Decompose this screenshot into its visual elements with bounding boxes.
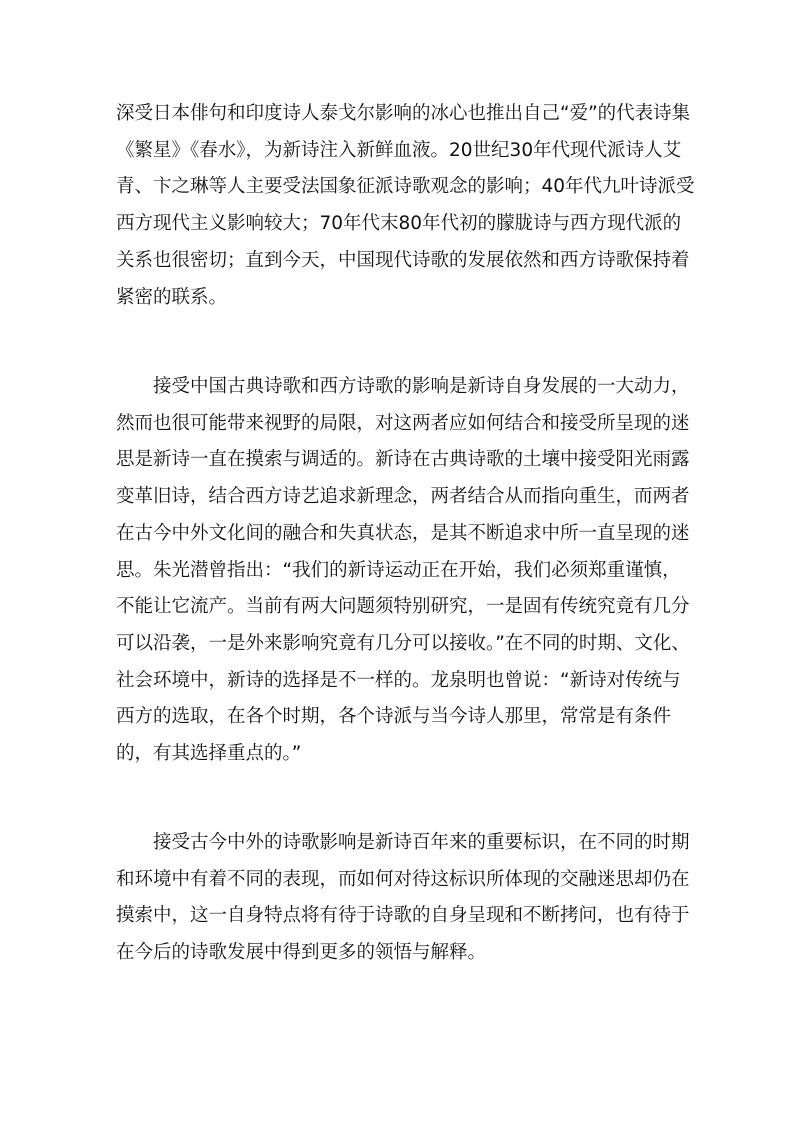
paragraph-text: 接受古今中外的诗歌影响是新诗百年来的重要标识，在不同的时期和环境中有着不同的表现，而如何对待这标识所体现的交融迷思却仍在摸索中，这一自身特点将有待于诗歌的自身呈现和不断拷问，也有待于在今后的诗歌发展中得到更多的领悟与解释。 xyxy=(116,832,690,964)
paragraph-text: 接受中国古典诗歌和西方诗歌的影响是新诗自身发展的一大动力，然而也很可能带来视野的局限，对这两者应如何结合和接受所呈现的迷思是新诗一直在摸索与调适的。新诗在古典诗歌的土壤中接受阳光雨露变革旧诗，结合西方诗艺追求新理念，两者结合从而指向重生，而两者在古今中外文化间的融合和失真状态，是其不断追求中所一直呈现的迷思。朱光潜曾指出：“我们的新诗运动正在开始，我们必须郑重谨慎，不能让它流产。当前有两大问题须特别研究，一是固有传统究竟有几分可以沿袭，一是外来影响究竟有几分可以接收。”在不同的时期、文化、社会环境中，新诗的选择是不一样的。龙泉明也曾说：“新诗对传统与西方的选取，在各个时期，各个诗派与当今诗人那里，常常是有条件的，有其选择重点的。” xyxy=(116,376,690,765)
paragraph-3 xyxy=(116,825,696,972)
paragraph-2 xyxy=(116,369,696,773)
paragraph-1 xyxy=(116,96,696,316)
paragraph-text: 深受日本俳句和印度诗人泰戈尔影响的冰心也推出自己“爱”的代表诗集《繁星》《春水》，为新诗注入新鲜血液。20世纪30年代现代派诗人艾青、卞之琳等人主要受法国象征派诗歌观念的影响；40年代九叶诗派受西方现代主义影响较大；70年代末80年代初的朦胧诗与西方现代派的关系也很密切；直到今天，中国现代诗歌的发展依然和西方诗歌保持着紧密的联系。 xyxy=(116,103,695,308)
